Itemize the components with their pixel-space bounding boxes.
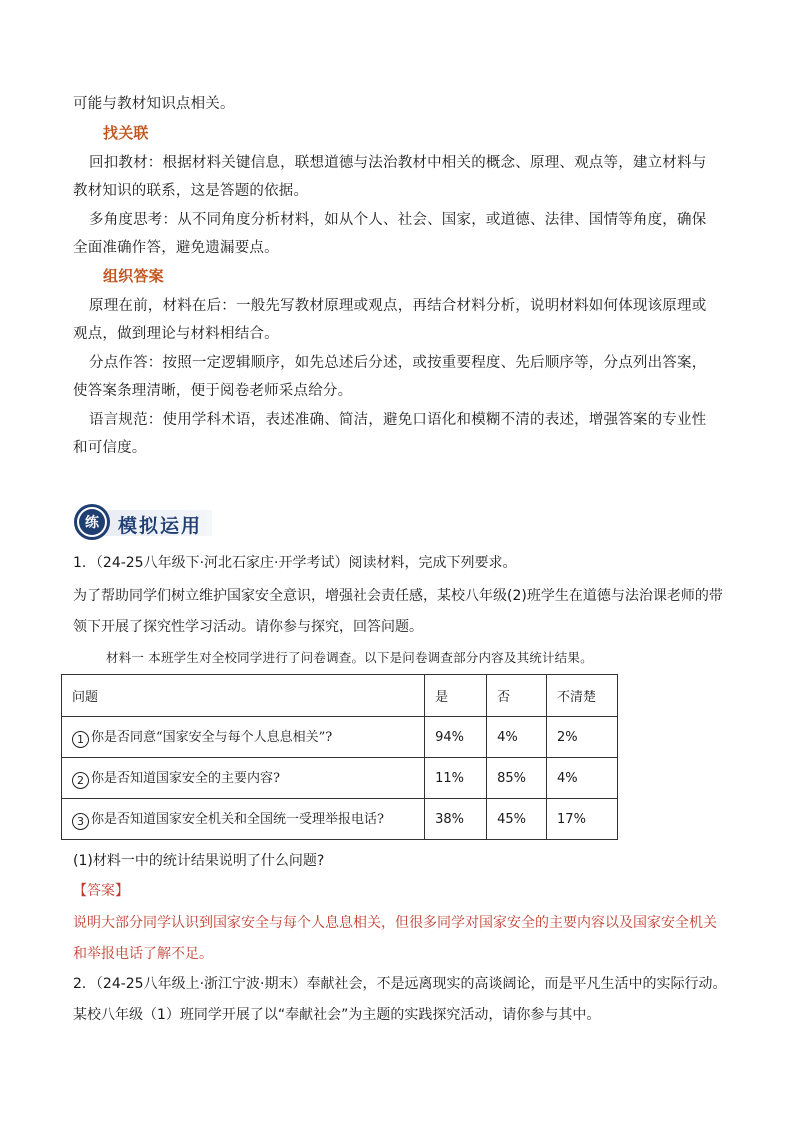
- question-cell: 3 你是否知道国家安全机关和全国统一受理举报电话?: [62, 799, 425, 840]
- table-header-cell: 不清楚: [547, 675, 618, 717]
- question-cell: 1 你是否同意“国家安全与每个人息息相关”?: [62, 717, 425, 758]
- yes-cell: 11%: [425, 758, 487, 799]
- survey-table: [61, 674, 618, 840]
- text-line: 观点，做到理论与材料相结合。: [73, 326, 279, 342]
- text-line: 分点作答：按照一定逻辑顺序，如先总述后分述，或按重要程度、先后顺序等，分点列出答案，: [89, 355, 707, 371]
- text-line: 和可信度。: [73, 440, 147, 456]
- table-row: [62, 717, 618, 758]
- table-row: [62, 758, 618, 799]
- text-line: 全面准确作答，避免遗漏要点。: [73, 240, 279, 256]
- section-heading-organize-answer: 组织答案: [103, 267, 164, 285]
- unsure-cell: 2%: [547, 717, 618, 758]
- table-header-row: [62, 675, 618, 717]
- question-cell: 2 你是否知道国家安全的主要内容?: [62, 758, 425, 799]
- text-line: 多角度思考：从不同角度分析材料，如从个人、社会、国家，或道德、法律、国情等角度，确保: [89, 212, 707, 228]
- practice-section-banner: [74, 504, 214, 540]
- no-cell: 85%: [487, 758, 547, 799]
- circled-number: 1: [72, 731, 89, 748]
- question-2-stem: 2．（24-25八年级上·浙江宁波·期末）奉献社会，不是远离现实的高谈阔论，而是平凡生活中的实际行动。: [73, 976, 727, 992]
- text-line: 回扣教材：根据材料关键信息，联想道德与法治教材中相关的概念、原理、观点等，建立材料与: [89, 155, 707, 171]
- table-header-cell: 否: [487, 675, 547, 717]
- table-row: [62, 799, 618, 840]
- answer-label: 【答案】: [73, 883, 129, 899]
- practice-badge-icon: 练: [74, 504, 110, 540]
- text-line: 教材知识的联系，这是答题的依据。: [73, 183, 309, 199]
- table-header-cell: 问题: [62, 675, 425, 717]
- yes-cell: 38%: [425, 799, 487, 840]
- answer-text: 说明大部分同学认识到国家安全与每个人息息相关，但很多同学对国家安全的主要内容以及国家安全机关: [73, 915, 717, 931]
- text-line: 语言规范：使用学科术语，表述准确、简洁，避免口语化和模糊不清的表述，增强答案的专业性: [89, 412, 707, 428]
- material-caption: 材料一 本班学生对全校同学进行了问卷调查。以下是问卷调查部分内容及其统计结果。: [106, 650, 593, 665]
- question-1-intro: 为了帮助同学们树立维护国家安全意识，增强社会责任感，某校八年级(2)班学生在道德与法治课老师的带: [73, 588, 723, 604]
- banner-title: 模拟运用: [118, 515, 203, 537]
- text-line: 使答案条理清晰，便于阅卷老师采点给分。: [73, 383, 353, 399]
- circled-number: 2: [72, 772, 89, 789]
- unsure-cell: 17%: [547, 799, 618, 840]
- text-line: 原理在前，材料在后：一般先写教材原理或观点，再结合材料分析，说明材料如何体现该原理或: [89, 298, 707, 314]
- yes-cell: 94%: [425, 717, 487, 758]
- table-header-cell: 是: [425, 675, 487, 717]
- unsure-cell: 4%: [547, 758, 618, 799]
- section-heading-find-link: 找关联: [103, 124, 149, 142]
- no-cell: 4%: [487, 717, 547, 758]
- text-line: 可能与教材知识点相关。: [73, 96, 235, 112]
- no-cell: 45%: [487, 799, 547, 840]
- question-1-stem: 1．（24-25八年级下·河北石家庄·开学考试）阅读材料，完成下列要求。: [73, 555, 517, 571]
- sub-question-1: (1)材料一中的统计结果说明了什么问题?: [73, 853, 325, 869]
- answer-text: 和举报电话了解不足。: [73, 946, 213, 962]
- circled-number: 3: [72, 813, 89, 830]
- question-2-intro: 某校八年级（1）班同学开展了以“奉献社会”为主题的实践探究活动，请你参与其中。: [73, 1007, 601, 1023]
- question-1-intro: 领下开展了探究性学习活动。请你参与探究，回答问题。: [73, 619, 423, 635]
